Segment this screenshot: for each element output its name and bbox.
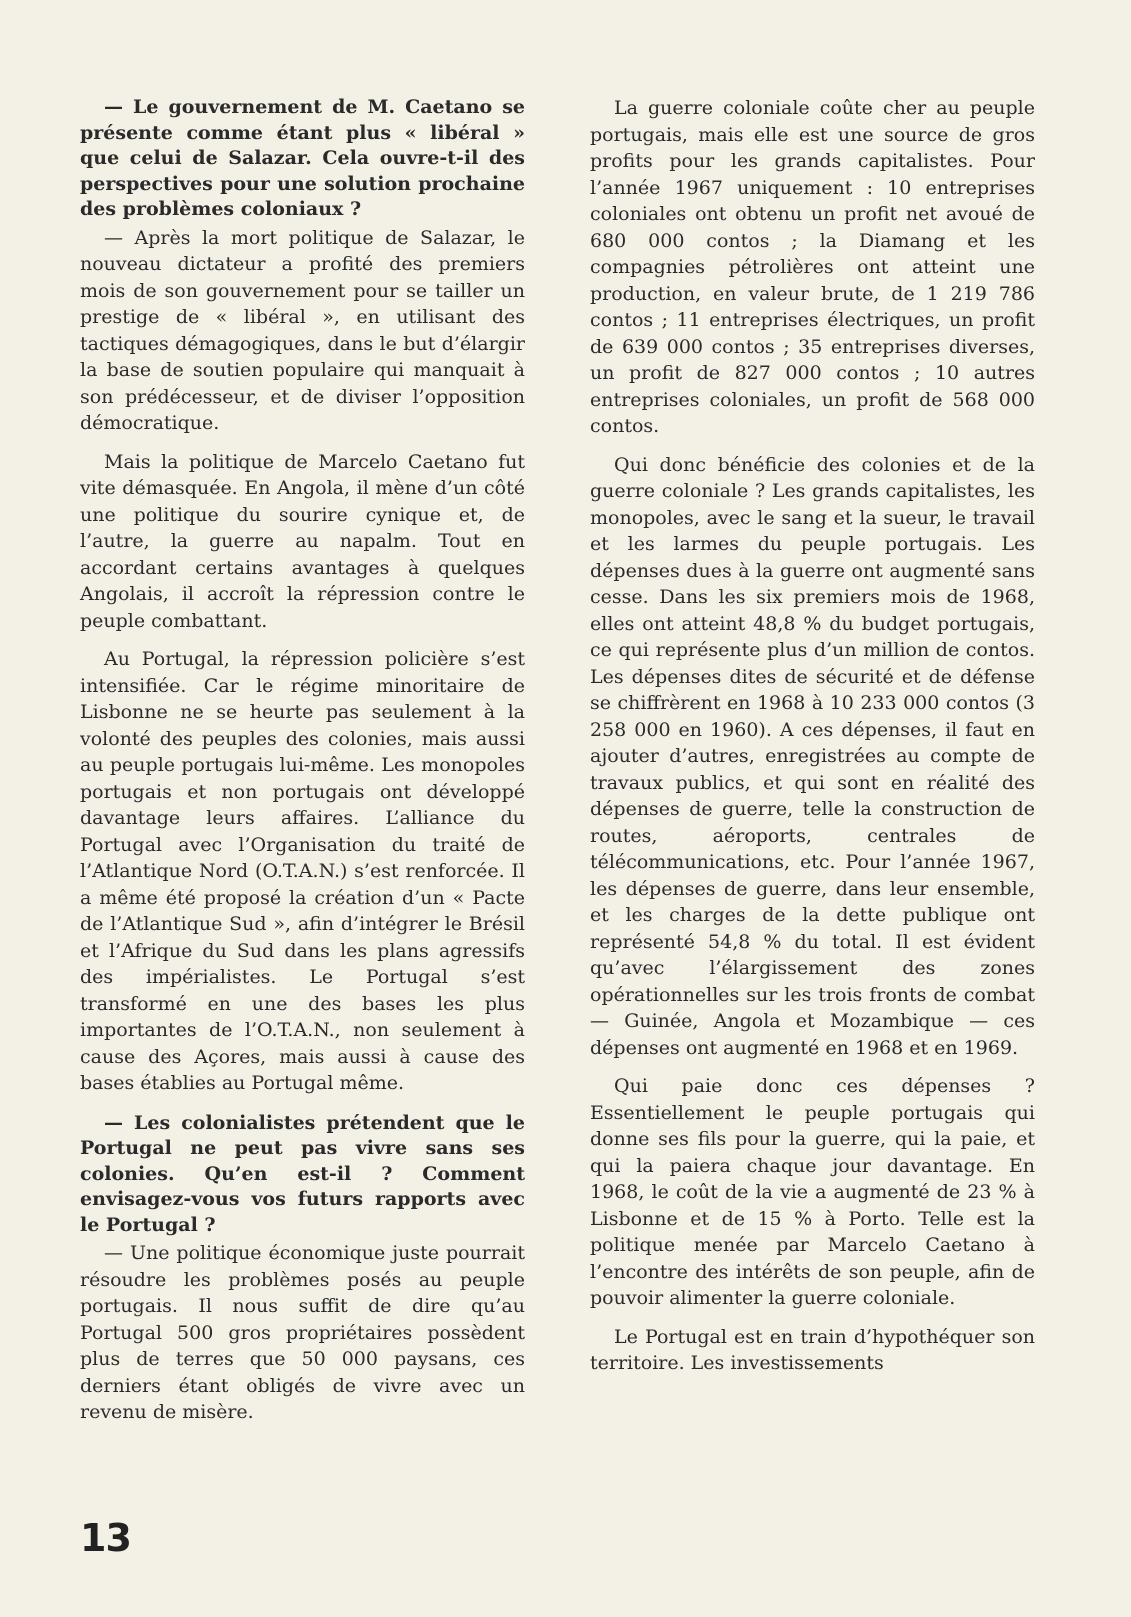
body-paragraph: Qui donc bénéficie des colonies et de la guerre coloniale ? Les grands capitalistes, les monopoles, avec le sang et la sueur, le travail et les larmes du peuple portugais. Les dépenses dues à la guerre ont augmenté sans cesse. Dans les six premiers mois de 1968, elles ont atteint 48,8 % du budget portugais, ce qui représente plus d’un million de contos. Les dépenses dites de sécurité et de défense se chiffrèrent en 1968 à 10 233 000 contos (3 258 000 en 1960). A ces dépenses, il faut en ajouter d’autres, enregistrées au compte de travaux publics, et qui sont en réalité des dépenses de guerre, telle la construction de routes, aéroports, centrales de télécommunications, etc. Pour l’année 1967, les dépenses de guerre, dans leur ensemble, et les charges de la dette publique ont représenté 54,8 % du total. Il est évident qu’avec l’élargissement des zones opérationnelles sur les trois fronts de combat — Guinée, Angola et Mozambique — ces dépenses ont augmenté en 1968 et en 1969. bbox=[590, 453, 1035, 1059]
answer-paragraph: — Après la mort politique de Salazar, le nouveau dictateur a profité des premiers mois de son gouvernement pour se tailler un prestige de « libéral », en utilisant des tactiques démagogiques, dans le but d’élargir la base de soutien populaire qui manquait à son prédécesseur, et de diviser l’opposition démocratique. bbox=[80, 226, 525, 434]
answer-paragraph: — Une politique économique juste pourrait résoudre les problèmes posés au peuple portugais. Il nous suffit de dire qu’au Portugal 500 gros propriétaires possèdent plus de terres que 50 000 paysans, ces derniers étant obligés de vivre avec un revenu de misère. bbox=[80, 1242, 525, 1423]
left-column bbox=[80, 95, 525, 1432]
right-column bbox=[590, 95, 1035, 1383]
body-paragraph: Qui paie donc ces dépenses ? Essentiellement le peuple portugais qui donne ses fils pour la guerre, qui la paie, et qui la paiera chaque jour davantage. En 1968, le coût de la vie a augmenté de 23 % à Lisbonne et de 15 % à Porto. Telle est la politique menée par Marcelo Caetano à l’encontre des intérêts de son peuple, afin de pouvoir alimenter la guerre coloniale. bbox=[590, 1075, 1035, 1309]
body-paragraph: Le Portugal est en train d’hypothéquer son territoire. Les investissements bbox=[590, 1325, 1035, 1374]
page-number: 13 bbox=[80, 1516, 131, 1560]
interview-question-caetano: — Le gouvernement de M. Caetano se présente comme étant plus « libéral » que celui de Salazar. Cela ouvre-t-il des perspectives pour une solution prochaine des problèmes coloniaux ? bbox=[80, 96, 525, 220]
interview-question-colonies: — Les colonialistes prétendent que le Portugal ne peut pas vivre sans ses colonies. Qu’en est-il ? Comment envisagez-vous vos futurs rapports avec le Portugal ? bbox=[80, 1111, 525, 1236]
body-paragraph: Mais la politique de Marcelo Caetano fut vite démasquée. En Angola, il mène d’un côté une politique du sourire cynique et, de l’autre, la guerre au napalm. Tout en accordant certains avantages à quelques Angolais, il accroît la répression contre le peuple combattant. bbox=[80, 450, 525, 632]
body-paragraph: Au Portugal, la répression policière s’est intensifiée. Car le régime minoritaire de Lisbonne ne se heurte pas seulement à la volonté des peuples des colonies, mais aussi au peuple portugais lui-même. Les monopoles portugais et non portugais ont développé davantage leurs affaires. L’alliance du Portugal avec l’Organisation du traité de l’Atlantique Nord (O.T.A.N.) s’est renforcée. Il a même été proposé la création d’un « Pacte de l’Atlantique Sud », afin d’intégrer le Brésil et l’Afrique du Sud dans les plans agressifs des impérialistes. Le Portugal s’est transformé en une des bases les plus importantes de l’O.T.A.N., non seulement à cause des Açores, mais aussi à cause des bases établies au Portugal même. bbox=[80, 648, 525, 1094]
body-paragraph: La guerre coloniale coûte cher au peuple portugais, mais elle est une source de gros profits pour les grands capitalistes. Pour l’année 1967 uniquement : 10 entreprises coloniales ont obtenu un profit net avoué de 680 000 contos ; la Diamang et les compagnies pétrolières ont atteint une production, en valeur brute, de 1 219 786 contos ; 11 entreprises électriques, un profit de 639 000 contos ; 35 entreprises diverses, un profit de 827 000 contos ; 10 autres entreprises coloniales, un profit de 568 000 contos. bbox=[590, 97, 1035, 437]
